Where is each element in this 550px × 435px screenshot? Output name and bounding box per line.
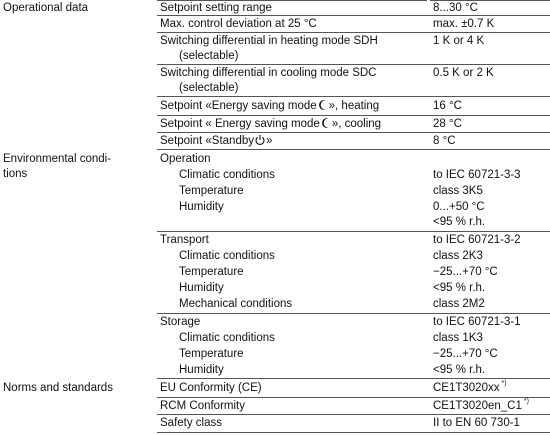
operation-temperature-value: class 3K5 — [433, 185, 483, 197]
storage-temperature-label: Temperature — [179, 348, 244, 360]
footnote-mark: *) — [501, 380, 507, 388]
value-sdc: 0.5 K or 2 K — [433, 67, 494, 79]
divider — [157, 231, 550, 232]
group-operation: Operation — [160, 153, 211, 165]
value-setpoint-range: 8...30 °C — [433, 2, 478, 14]
divider — [157, 15, 550, 16]
divider — [157, 432, 550, 433]
divider — [157, 414, 550, 415]
value-sdh: 1 K or 4 K — [433, 35, 485, 47]
category-environmental-conditions-cont: tions — [3, 168, 28, 180]
operation-humidity-label: Humidity — [179, 201, 224, 213]
param-control-deviation: Max. control deviation at 25 °C — [160, 18, 317, 30]
divider — [157, 149, 550, 150]
divider — [157, 378, 550, 379]
value-standby: 8 °C — [433, 135, 456, 147]
category-operational-data: Operational data — [3, 2, 89, 14]
param-setpoint-range: Setpoint setting range — [160, 2, 272, 14]
power-icon — [254, 134, 266, 150]
param-sdc-note: (selectable) — [179, 82, 239, 94]
transport-climatic-value: class 2K3 — [433, 250, 483, 262]
value-rcm-conformity: CE1T3020en_C1 *) — [433, 398, 529, 412]
transport-humidity-value: <95 % r.h. — [433, 282, 486, 294]
operation-humidity-rh-value: <95 % r.h. — [433, 216, 486, 228]
operation-humidity-value: 0...+50 °C — [433, 201, 485, 213]
group-storage-value: to IEC 60721-3-1 — [433, 316, 521, 328]
param-energy-saving-cooling: Setpoint « Energy saving mode », cooling — [160, 117, 381, 133]
param-sdc: Switching differential in cooling mode SDC — [160, 67, 377, 79]
param-safety-class: Safety class — [160, 417, 222, 429]
value-eu-conformity: CE1T3020xx *) — [433, 380, 507, 394]
transport-climatic-label: Climatic conditions — [179, 250, 275, 262]
storage-climatic-label: Climatic conditions — [179, 332, 275, 344]
moon-icon — [317, 99, 329, 115]
param-rcm-conformity: RCM Conformity — [160, 400, 245, 412]
transport-humidity-label: Humidity — [179, 282, 224, 294]
storage-humidity-value: <95 % r.h. — [433, 364, 486, 376]
group-transport-value: to IEC 60721-3-2 — [433, 234, 521, 246]
value-energy-saving-heating: 16 °C — [433, 100, 462, 112]
value-safety-class: II to EN 60 730-1 — [433, 417, 520, 429]
moon-icon — [320, 117, 332, 133]
storage-humidity-label: Humidity — [179, 364, 224, 376]
value-control-deviation: max. ±0.7 K — [433, 18, 495, 30]
divider — [157, 32, 550, 33]
param-sdh: Switching differential in heating mode SDH — [160, 35, 378, 47]
param-sdh-note: (selectable) — [179, 50, 239, 62]
operation-temperature-label: Temperature — [179, 185, 244, 197]
operation-climatic-value: to IEC 60721-3-3 — [433, 169, 521, 181]
operation-climatic-label: Climatic conditions — [179, 169, 275, 181]
category-environmental-conditions: Environmental condi- — [3, 153, 112, 165]
transport-temperature-value: −25...+70 °C — [433, 266, 498, 278]
category-norms-and-standards: Norms and standards — [3, 382, 113, 394]
param-standby: Setpoint «Standby » — [160, 134, 272, 150]
transport-temperature-label: Temperature — [179, 266, 244, 278]
group-transport: Transport — [160, 234, 209, 246]
divider — [157, 96, 550, 97]
divider — [157, 132, 550, 133]
param-energy-saving-heating: Setpoint «Energy saving mode », heating — [160, 99, 379, 115]
divider — [157, 64, 550, 65]
divider — [157, 115, 550, 116]
footnote-mark: *) — [523, 398, 529, 406]
divider — [157, 313, 550, 314]
storage-climatic-value: class 1K3 — [433, 332, 483, 344]
transport-mechanical-value: class 2M2 — [433, 298, 485, 310]
value-energy-saving-cooling: 28 °C — [433, 118, 462, 130]
storage-temperature-value: −25...+70 °C — [433, 348, 498, 360]
param-eu-conformity: EU Conformity (CE) — [160, 382, 262, 394]
transport-mechanical-label: Mechanical conditions — [179, 298, 293, 310]
group-storage: Storage — [160, 316, 201, 328]
divider — [157, 397, 550, 398]
